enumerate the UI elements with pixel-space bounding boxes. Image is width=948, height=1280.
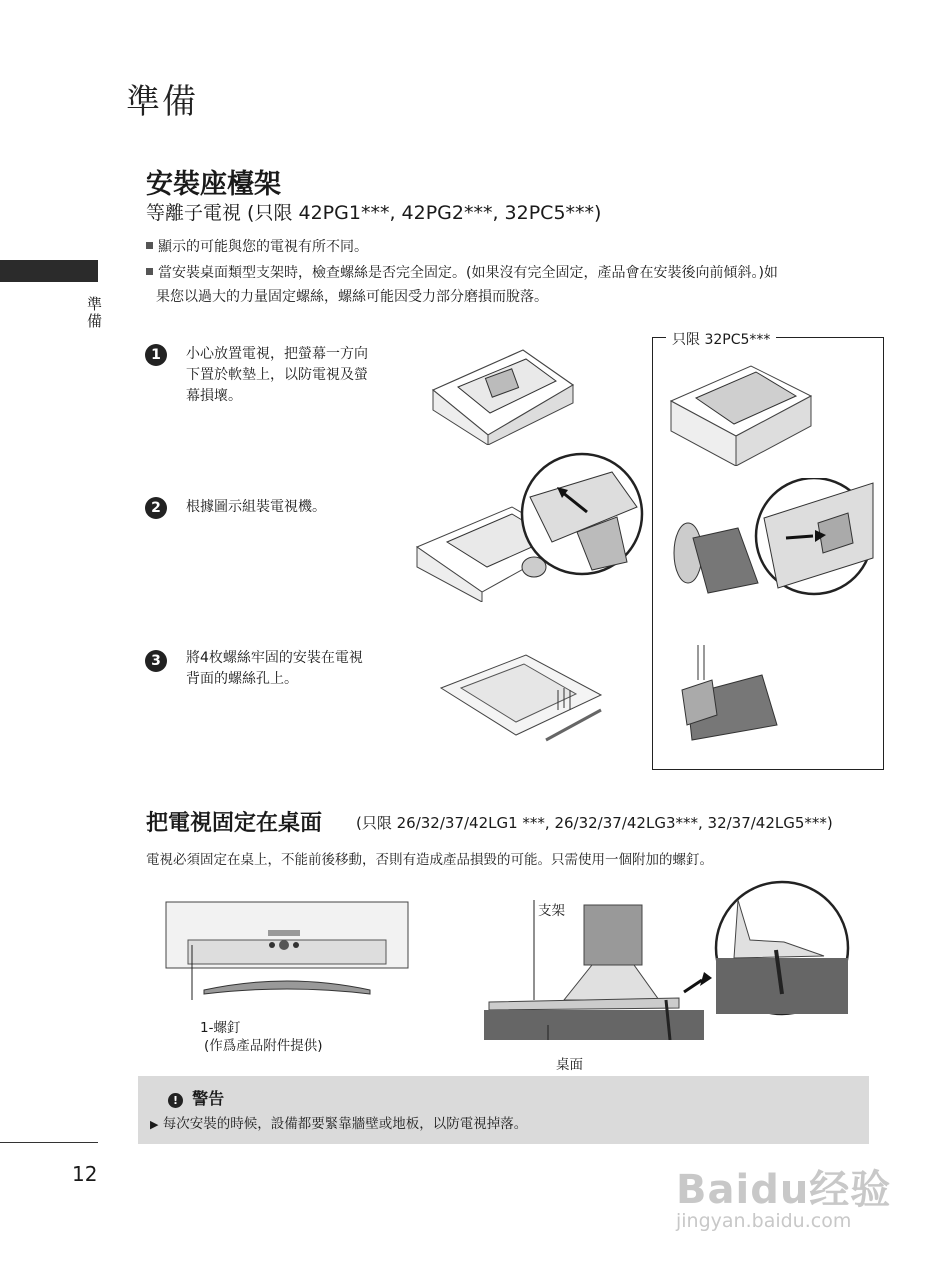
tv-on-cushion-illustration [428,345,578,445]
watermark-url: jingyan.baidu.com [676,1210,852,1232]
step-line: 小心放置電視，把螢幕一方向 [186,346,368,362]
screw-label: 1-螺釘 [200,1020,241,1036]
note-2 [146,261,778,285]
page-divider [0,1142,98,1143]
side-tab-bar [0,260,98,282]
desk-label: 桌面 [556,1057,583,1073]
screw-32pc5-illustration [672,640,782,750]
screw-install-illustration [436,650,606,745]
step-3-number: 3 [145,650,167,672]
step-1-text [186,344,401,407]
step-3-text [186,648,401,690]
tv-back-screw-illustration [164,900,410,1000]
note-1 [146,235,368,259]
page-number: 12 [72,1162,98,1186]
step-line: 背面的螺絲孔上。 [186,671,298,687]
stand-32pc5-illustration [668,478,880,608]
bullet-icon [146,268,153,275]
warning-heading [168,1086,224,1109]
triangle-bullet-icon: ▶ [150,1118,159,1131]
warning-text-row [150,1112,527,1132]
note-text: 當安裝桌面類型支架時，檢查螺絲是否完全固定。(如果沒有完全固定，產品會在安裝後向前傾斜。)如 [158,265,778,281]
chapter-title: 準備 [126,82,198,122]
section2-title: 把電視固定在桌面 [146,811,323,836]
bullet-icon [146,242,153,249]
section2-body: 電視必須固定在桌上，不能前後移動，否則有造成產品損毀的可能。只需使用一個附加的螺釘。 [146,852,713,868]
section-subtitle: 等離子電視 (只限 42PG1***, 42PG2***, 32PC5***) [146,202,602,224]
step-line: 下置於軟墊上，以防電視及螢 [186,367,368,383]
side-chapter-label: 準備 [85,296,103,330]
note-2-cont: 果您以過大的力量固定螺絲，螺絲可能因受力部分磨損而脫落。 [156,289,548,305]
watermark-logo: Baidu经验 [676,1167,892,1213]
step-line: 根據圖示組裝電視機。 [186,499,326,515]
warning-icon: ! [168,1093,183,1108]
warning-title: 警告 [192,1089,225,1108]
step-1-number: 1 [145,344,167,366]
step-2-text [186,497,401,518]
section-title: 安裝座檯架 [146,169,281,200]
step-line: 幕損壞。 [186,388,242,404]
model-specific-label: 只限 32PC5*** [666,329,776,349]
stand-label: 支架 [538,903,565,919]
warning-box [138,1076,869,1144]
step-2-number: 2 [145,497,167,519]
warning-text: 每次安裝的時候，設備都要緊靠牆壁或地板，以防電視掉落。 [162,1116,528,1132]
step-line: 將4枚螺絲牢固的安裝在電視 [186,650,363,666]
screw-note: (作爲產品附件提供) [204,1038,323,1054]
stand-assembly-illustration [412,452,652,602]
section2-subtitle: (只限 26/32/37/42LG1 ***, 26/32/37/42LG3***, 32/37/42LG5***) [356,814,833,832]
note-text: 顯示的可能與您的電視有所不同。 [158,239,368,255]
tv-32pc5-cushion-illustration [666,356,816,466]
